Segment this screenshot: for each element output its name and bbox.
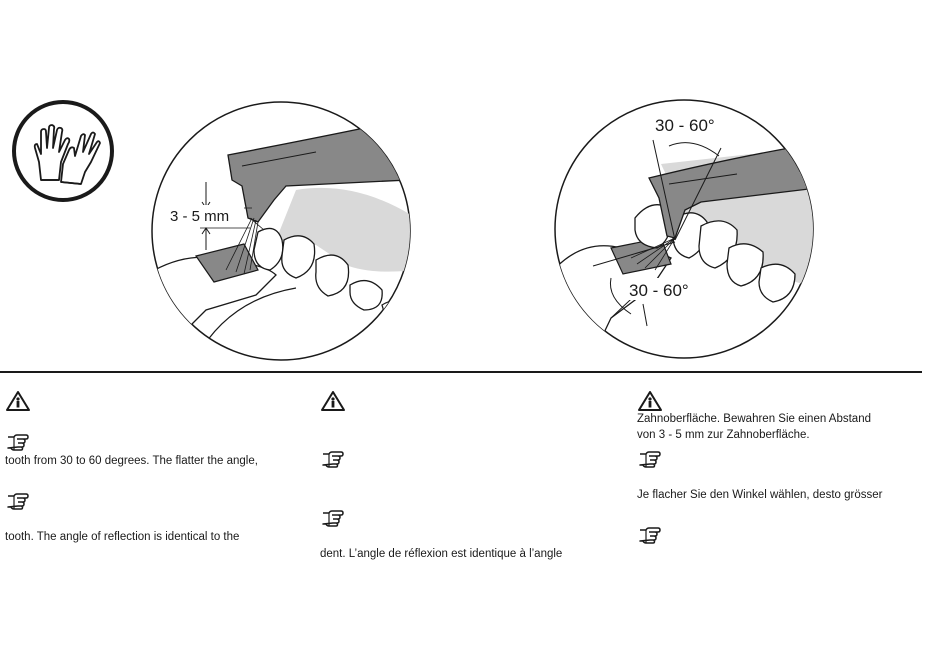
pointing-hand-icon (320, 448, 346, 470)
angle-top-label: 30 - 60° (655, 116, 715, 135)
pointing-hand-icon (5, 490, 31, 512)
brush-angle-illustration (551, 98, 817, 360)
pointing-hand-icon (637, 448, 663, 470)
pointing-hand-icon (320, 507, 346, 529)
distance-label: 3 - 5 mm (170, 208, 230, 225)
english-text-line: tooth. The angle of reflection is identical to the (5, 531, 240, 543)
warning-triangle-icon (320, 390, 346, 412)
french-text-line: dent. L’angle de réflexion est identique à l’angle (320, 548, 563, 560)
german-text-line: Zahnoberfläche. Bewahren Sie einen Abstand (637, 413, 871, 425)
english-text-line: tooth from 30 to 60 degrees. The flatter the angle, (5, 455, 258, 467)
section-divider (0, 371, 922, 373)
pointing-hand-icon (637, 524, 663, 546)
warning-triangle-icon (637, 390, 663, 412)
pointing-hand-icon (5, 431, 31, 453)
brush-distance-illustration (146, 100, 416, 362)
german-text-line: Je flacher Sie den Winkel wählen, desto grösser (637, 489, 883, 501)
warning-triangle-icon (5, 390, 31, 412)
gloves-icon (11, 100, 116, 203)
german-text-line: von 3 - 5 mm zur Zahnoberfläche. (637, 429, 810, 441)
angle-bottom-label: 30 - 60° (629, 281, 689, 300)
